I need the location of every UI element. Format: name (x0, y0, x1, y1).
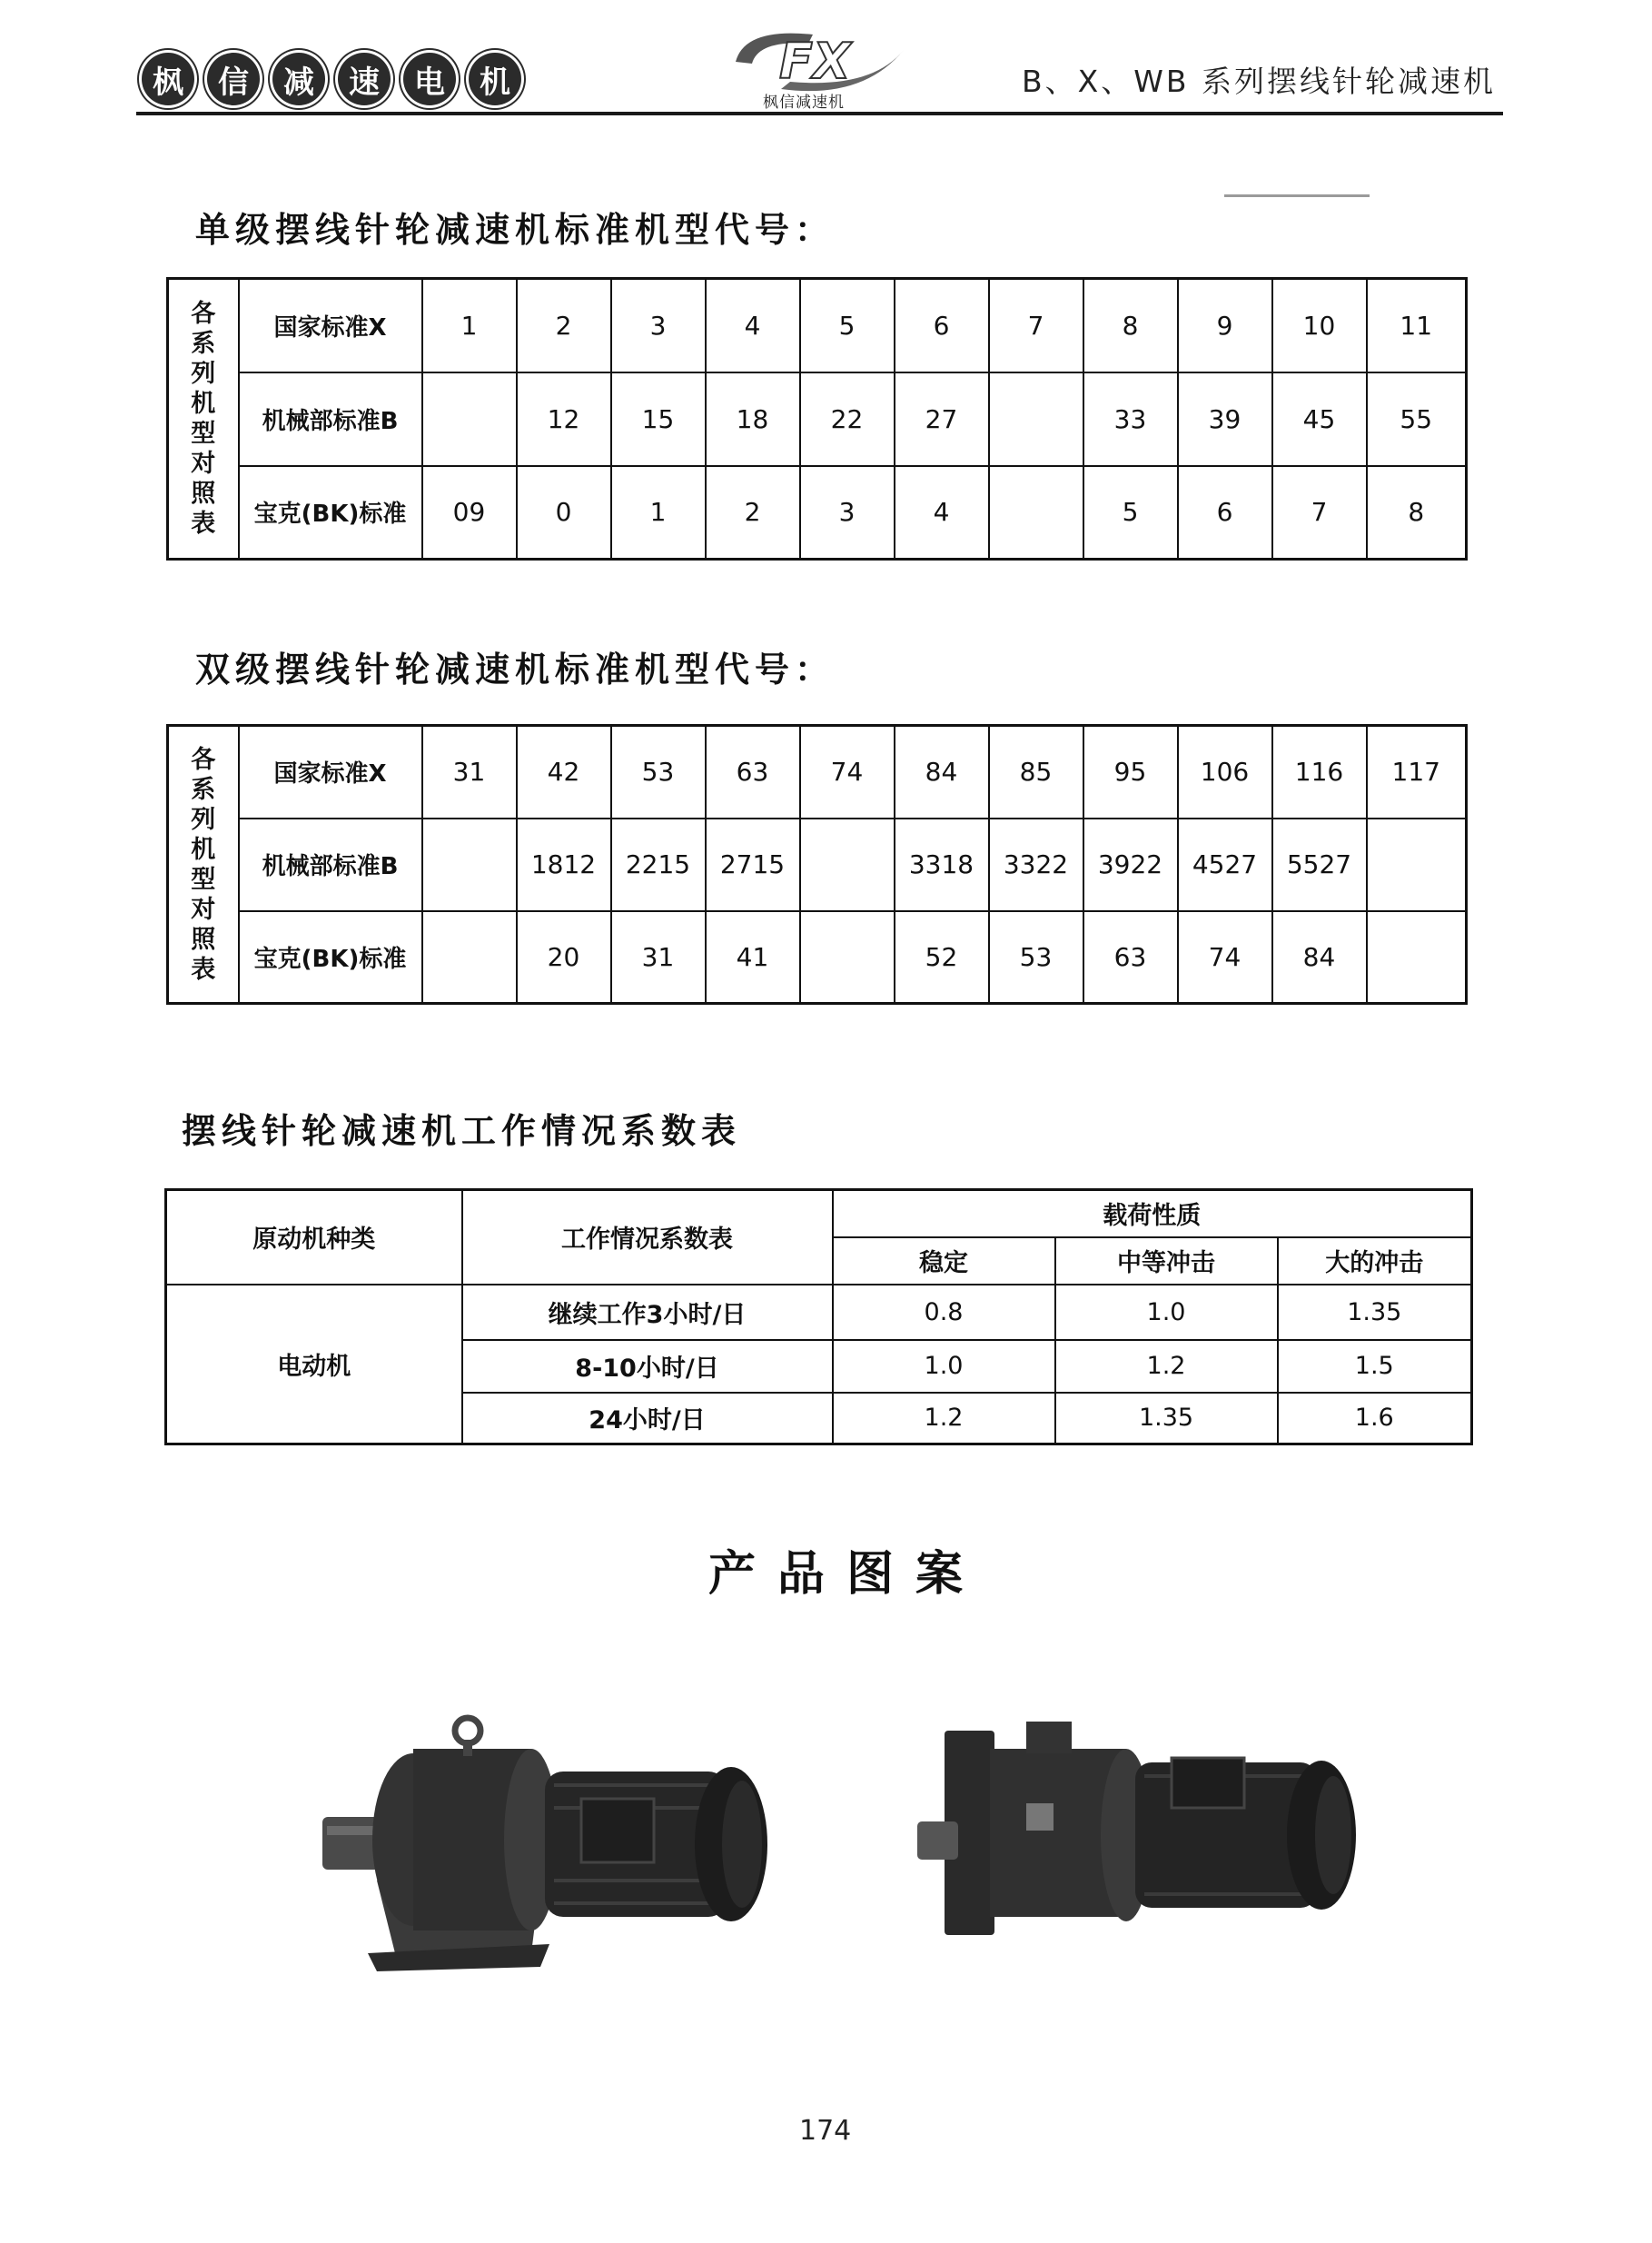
table-cell: 42 (517, 726, 611, 819)
table-row (168, 911, 1467, 1004)
table-cell: 3922 (1083, 819, 1178, 911)
table-cell: 7 (989, 279, 1083, 372)
table-cell: 117 (1367, 726, 1467, 819)
brand-badges (142, 53, 521, 105)
table-cell: 2715 (706, 819, 800, 911)
table-row (168, 372, 1467, 466)
condition-cell: 8-10小时/日 (462, 1340, 833, 1393)
prime-mover-cell: 电动机 (166, 1285, 462, 1444)
condition-cell: 24小时/日 (462, 1393, 833, 1444)
table-cell: 1.35 (1278, 1285, 1472, 1340)
table-cell: 0 (517, 466, 611, 560)
table-cell: 3318 (895, 819, 989, 911)
table-cell: 1 (422, 279, 517, 372)
table-cell: 84 (895, 726, 989, 819)
table-cell (989, 466, 1083, 560)
row-label: 机械部标准B (239, 819, 422, 911)
table-cell: 3 (800, 466, 895, 560)
table-cell: 8 (1367, 466, 1467, 560)
table-cell: 3 (611, 279, 706, 372)
brand-char: 减 (272, 53, 325, 105)
brand-char: 电 (403, 53, 456, 105)
table-cell: 4527 (1178, 819, 1272, 911)
condition-header: 工作情况系数表 (462, 1190, 833, 1285)
table-row (168, 279, 1467, 372)
table-cell: 2215 (611, 819, 706, 911)
brand-char: 机 (469, 53, 521, 105)
table-cell: 39 (1178, 372, 1272, 466)
table-cell (800, 911, 895, 1004)
table-cell: 1.2 (1055, 1340, 1278, 1393)
table-cell: 53 (989, 911, 1083, 1004)
table-cell: 0.8 (833, 1285, 1055, 1340)
table-cell: 63 (1083, 911, 1178, 1004)
side-header: 各系列机型对照表 (168, 279, 239, 560)
table-cell: 3322 (989, 819, 1083, 911)
load-type-header: 大的冲击 (1278, 1237, 1472, 1285)
table-row (168, 466, 1467, 560)
table-cell: 1.5 (1278, 1340, 1472, 1393)
table-cell: 5 (800, 279, 895, 372)
double-stage-table (166, 724, 1468, 1005)
table-row (168, 819, 1467, 911)
scan-mark (1224, 194, 1370, 197)
table-cell (422, 819, 517, 911)
table-row (166, 1285, 1472, 1340)
table-row (168, 726, 1467, 819)
table-cell: 10 (1272, 279, 1367, 372)
table-cell: 2 (517, 279, 611, 372)
brand-char: 速 (338, 53, 391, 105)
table-cell: 106 (1178, 726, 1272, 819)
row-label: 宝克(BK)标准 (239, 466, 422, 560)
table-cell: 5 (1083, 466, 1178, 560)
table-cell: 53 (611, 726, 706, 819)
table-cell: 63 (706, 726, 800, 819)
table-cell: 9 (1178, 279, 1272, 372)
table-cell: 1812 (517, 819, 611, 911)
logo-text: FX (779, 33, 851, 90)
single-stage-title: 单级摆线针轮减速机标准机型代号： (195, 210, 836, 250)
table-cell (989, 372, 1083, 466)
flange-mounted-reducer-photo (917, 1685, 1380, 1976)
condition-cell: 继续工作3小时/日 (462, 1285, 833, 1340)
table-cell: 95 (1083, 726, 1178, 819)
table-cell: 1.0 (833, 1340, 1055, 1393)
table-cell: 5527 (1272, 819, 1367, 911)
table-cell: 09 (422, 466, 517, 560)
prime-mover-header: 原动机种类 (166, 1190, 462, 1285)
table-cell: 31 (611, 911, 706, 1004)
table-cell: 1.0 (1055, 1285, 1278, 1340)
table-cell: 33 (1083, 372, 1178, 466)
table-cell: 41 (706, 911, 800, 1004)
table-cell: 12 (517, 372, 611, 466)
row-label: 国家标准X (239, 279, 422, 372)
row-label: 机械部标准B (239, 372, 422, 466)
table-cell (800, 819, 895, 911)
load-header: 载荷性质 (833, 1190, 1472, 1237)
side-header: 各系列机型对照表 (168, 726, 239, 1004)
foot-mounted-reducer-photo (322, 1681, 777, 1990)
table-cell (422, 372, 517, 466)
series-title: B、X、WB 系列摆线针轮减速机 (1022, 64, 1497, 99)
table-cell: 4 (706, 279, 800, 372)
row-label: 国家标准X (239, 726, 422, 819)
table-cell (1367, 819, 1467, 911)
brand-char: 枫 (142, 53, 194, 105)
table-cell: 1.6 (1278, 1393, 1472, 1444)
table-cell: 2 (706, 466, 800, 560)
brand-char: 信 (207, 53, 260, 105)
row-label: 宝克(BK)标准 (239, 911, 422, 1004)
table-cell: 31 (422, 726, 517, 819)
logo-caption: 枫信减速机 (763, 94, 845, 112)
table-cell: 45 (1272, 372, 1367, 466)
table-cell: 6 (1178, 466, 1272, 560)
table-cell: 4 (895, 466, 989, 560)
table-cell: 11 (1367, 279, 1467, 372)
table-cell (1367, 911, 1467, 1004)
coefficient-table-title: 摆线针轮减速机工作情况系数表 (182, 1111, 742, 1151)
table-cell: 18 (706, 372, 800, 466)
table-cell: 116 (1272, 726, 1367, 819)
table-cell: 6 (895, 279, 989, 372)
table-cell: 74 (1178, 911, 1272, 1004)
table-cell: 52 (895, 911, 989, 1004)
table-cell: 1.2 (833, 1393, 1055, 1444)
page-number: 174 (799, 2115, 852, 2147)
table-cell: 15 (611, 372, 706, 466)
table-cell: 20 (517, 911, 611, 1004)
table-cell: 55 (1367, 372, 1467, 466)
table-cell: 84 (1272, 911, 1367, 1004)
table-cell: 1 (611, 466, 706, 560)
table-cell: 27 (895, 372, 989, 466)
gallery-title: 产品图案 (708, 1547, 985, 1602)
load-type-header: 稳定 (833, 1237, 1055, 1285)
table-cell: 74 (800, 726, 895, 819)
single-stage-table (166, 277, 1468, 561)
table-row (166, 1190, 1472, 1237)
load-type-header: 中等冲击 (1055, 1237, 1278, 1285)
table-cell: 22 (800, 372, 895, 466)
table-cell: 7 (1272, 466, 1367, 560)
coefficient-table (164, 1188, 1473, 1445)
table-cell: 8 (1083, 279, 1178, 372)
table-cell (422, 911, 517, 1004)
table-cell: 85 (989, 726, 1083, 819)
double-stage-title: 双级摆线针轮减速机标准机型代号： (195, 650, 836, 690)
header-rule (136, 112, 1503, 115)
table-cell: 1.35 (1055, 1393, 1278, 1444)
